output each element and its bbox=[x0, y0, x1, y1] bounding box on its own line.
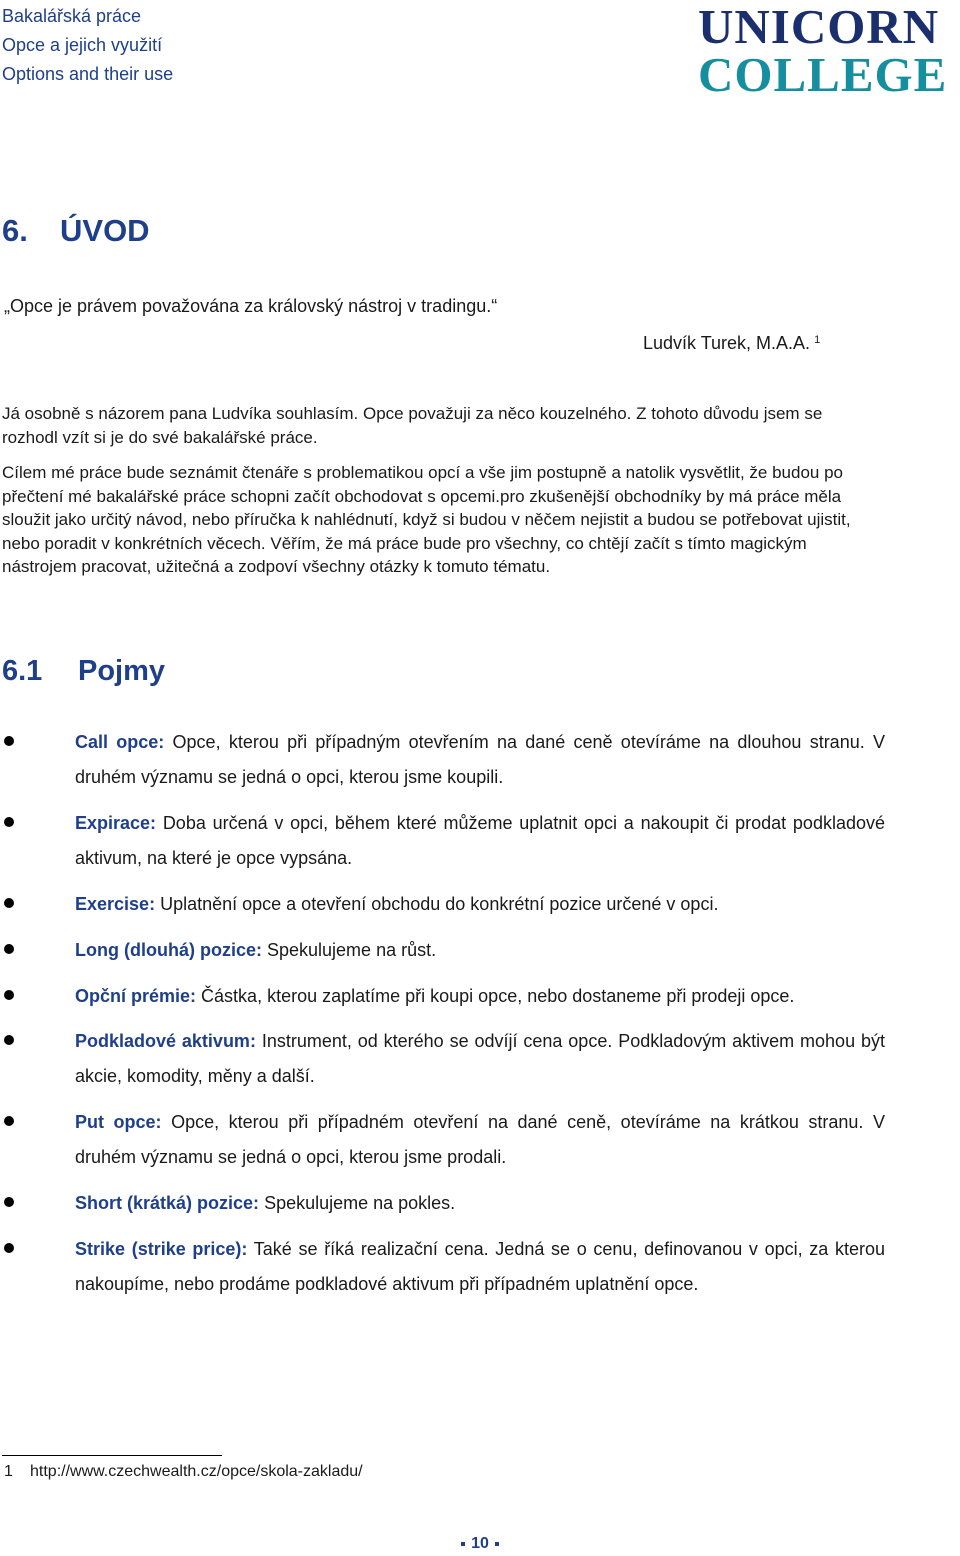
glossary-term: Podkladové aktivum: bbox=[75, 1031, 256, 1051]
glossary-item-text bbox=[75, 1105, 885, 1174]
bullet-icon bbox=[4, 990, 14, 1000]
section-heading bbox=[2, 655, 165, 688]
unicorn-college-logo bbox=[698, 0, 958, 100]
glossary-term: Short (krátká) pozice: bbox=[75, 1193, 260, 1213]
bullet-icon bbox=[4, 736, 14, 746]
glossary-definition: Doba určená v opci, během které můžeme uplatnit opci a nakoupit či prodat podkladové aktivum, na které je opce vypsána. bbox=[75, 813, 885, 868]
bullet-icon bbox=[4, 1116, 14, 1126]
bullet-icon bbox=[4, 1197, 14, 1207]
glossary-definition: Opce, kterou při případném otevření na dané ceně, otevíráme na krátkou stranu. V druhém významu se jedná o opci, kterou jsme prodali. bbox=[75, 1112, 885, 1167]
glossary-term: Strike (strike price): bbox=[75, 1239, 248, 1259]
header-title-cz: Opce a jejich využití bbox=[2, 35, 163, 55]
chapter-number: 6. bbox=[2, 213, 28, 248]
bullet-icon bbox=[4, 944, 14, 954]
header-thesis-type: Bakalářská práce bbox=[2, 6, 142, 26]
section-number: 6.1 bbox=[2, 655, 43, 687]
footnote-number: 1 bbox=[4, 1463, 13, 1480]
epigraph-author bbox=[643, 333, 820, 354]
glossary-term: Long (dlouhá) pozice: bbox=[75, 940, 262, 960]
glossary-term: Opční prémie: bbox=[75, 986, 197, 1006]
section-title: Pojmy bbox=[78, 655, 166, 687]
glossary-term: Put opce: bbox=[75, 1112, 162, 1132]
footnote-reference: 1 bbox=[814, 334, 821, 346]
glossary-term: Exercise: bbox=[75, 894, 156, 914]
running-header bbox=[2, 2, 173, 89]
bullet-icon bbox=[4, 817, 14, 827]
page-number-dot-right bbox=[495, 1542, 499, 1546]
glossary-definition: Opce, kterou při případným otevřením na dané ceně otevíráme na dlouhou stranu. V druhém významu se jedná o opci, kterou jsme koupili. bbox=[75, 732, 885, 787]
logo-line-1: UNICORN bbox=[698, 0, 940, 54]
glossary-item-text bbox=[75, 725, 885, 794]
glossary-definition: Také se říká realizační cena. Jedná se o cenu, definovanou v opci, za kterou nakoupíme, nebo prodáme podkladové aktivum při případném uplatnění opce. bbox=[75, 1239, 885, 1294]
page-number bbox=[0, 1535, 960, 1553]
bullet-icon bbox=[4, 898, 14, 908]
glossary-item-text bbox=[75, 806, 885, 875]
glossary-item-text bbox=[75, 1232, 885, 1301]
glossary-definition: Spekulujeme na pokles. bbox=[264, 1193, 456, 1213]
header-title-en: Options and their use bbox=[2, 64, 174, 84]
intro-paragraph-2: Cílem mé práce bude seznámit čtenáře s problematikou opcí a vše jim postupně a natolik vysvětlit, že budou po přečtení mé bakalářské práce schopni začít obchodovat s opcemi.pro zkušenější obchodníky by má práce měla sloužit jako určitý návod, nebo příručka k nahlédnutí, když si budou v něčem nejistit a budou se potřebovat ujistit, nebo poradit v konkrétních věcech. Věřím, že má práce bude pro všechny, co chtějí začít s tímto magickým nástrojem pracovat, užitečná a zodpoví všechny otázky k tomuto tématu. bbox=[2, 463, 851, 576]
epigraph-quote: „Opce je právem považována za královský nástroj v tradingu.“ bbox=[4, 296, 498, 316]
glossary-definition: Částka, kterou zaplatíme při koupi opce, nebo dostaneme při prodeji opce. bbox=[201, 986, 795, 1006]
glossary-definition: Uplatnění opce a otevření obchodu do konkrétní pozice určené v opci. bbox=[160, 894, 719, 914]
logo-line-2: COLLEGE bbox=[698, 47, 948, 102]
author-name: Ludvík Turek, M.A.A. bbox=[643, 333, 811, 353]
bullet-icon bbox=[4, 1035, 14, 1045]
chapter-heading bbox=[2, 213, 150, 249]
page-number-dot-left bbox=[461, 1542, 465, 1546]
glossary-item-text bbox=[75, 1024, 885, 1093]
footnote bbox=[4, 1463, 363, 1481]
bullet-icon bbox=[4, 1243, 14, 1253]
glossary-item-text bbox=[75, 979, 885, 1014]
glossary-term: Expirace: bbox=[75, 813, 157, 833]
glossary-item-text bbox=[75, 887, 885, 922]
glossary-definition: Spekulujeme na růst. bbox=[267, 940, 437, 960]
footnote-divider bbox=[2, 1455, 222, 1456]
glossary-item-text bbox=[75, 1186, 885, 1221]
chapter-title: ÚVOD bbox=[60, 213, 150, 248]
footnote-link[interactable]: http://www.czechwealth.cz/opce/skola-zakladu/ bbox=[30, 1463, 363, 1480]
glossary-definition: Instrument, od kterého se odvíjí cena opce. Podkladovým aktivem mohou být akcie, komodity, měny a další. bbox=[75, 1031, 885, 1086]
intro-paragraph-1: Já osobně s názorem pana Ludvíka souhlasím. Opce považuji za něco kouzelného. Z tohoto důvodu jsem se rozhodl vzít si je do své bakalářské práce. bbox=[2, 404, 823, 447]
page-number-value: 10 bbox=[471, 1535, 489, 1552]
glossary-item-text bbox=[75, 933, 885, 968]
glossary-term: Call opce: bbox=[75, 732, 165, 752]
